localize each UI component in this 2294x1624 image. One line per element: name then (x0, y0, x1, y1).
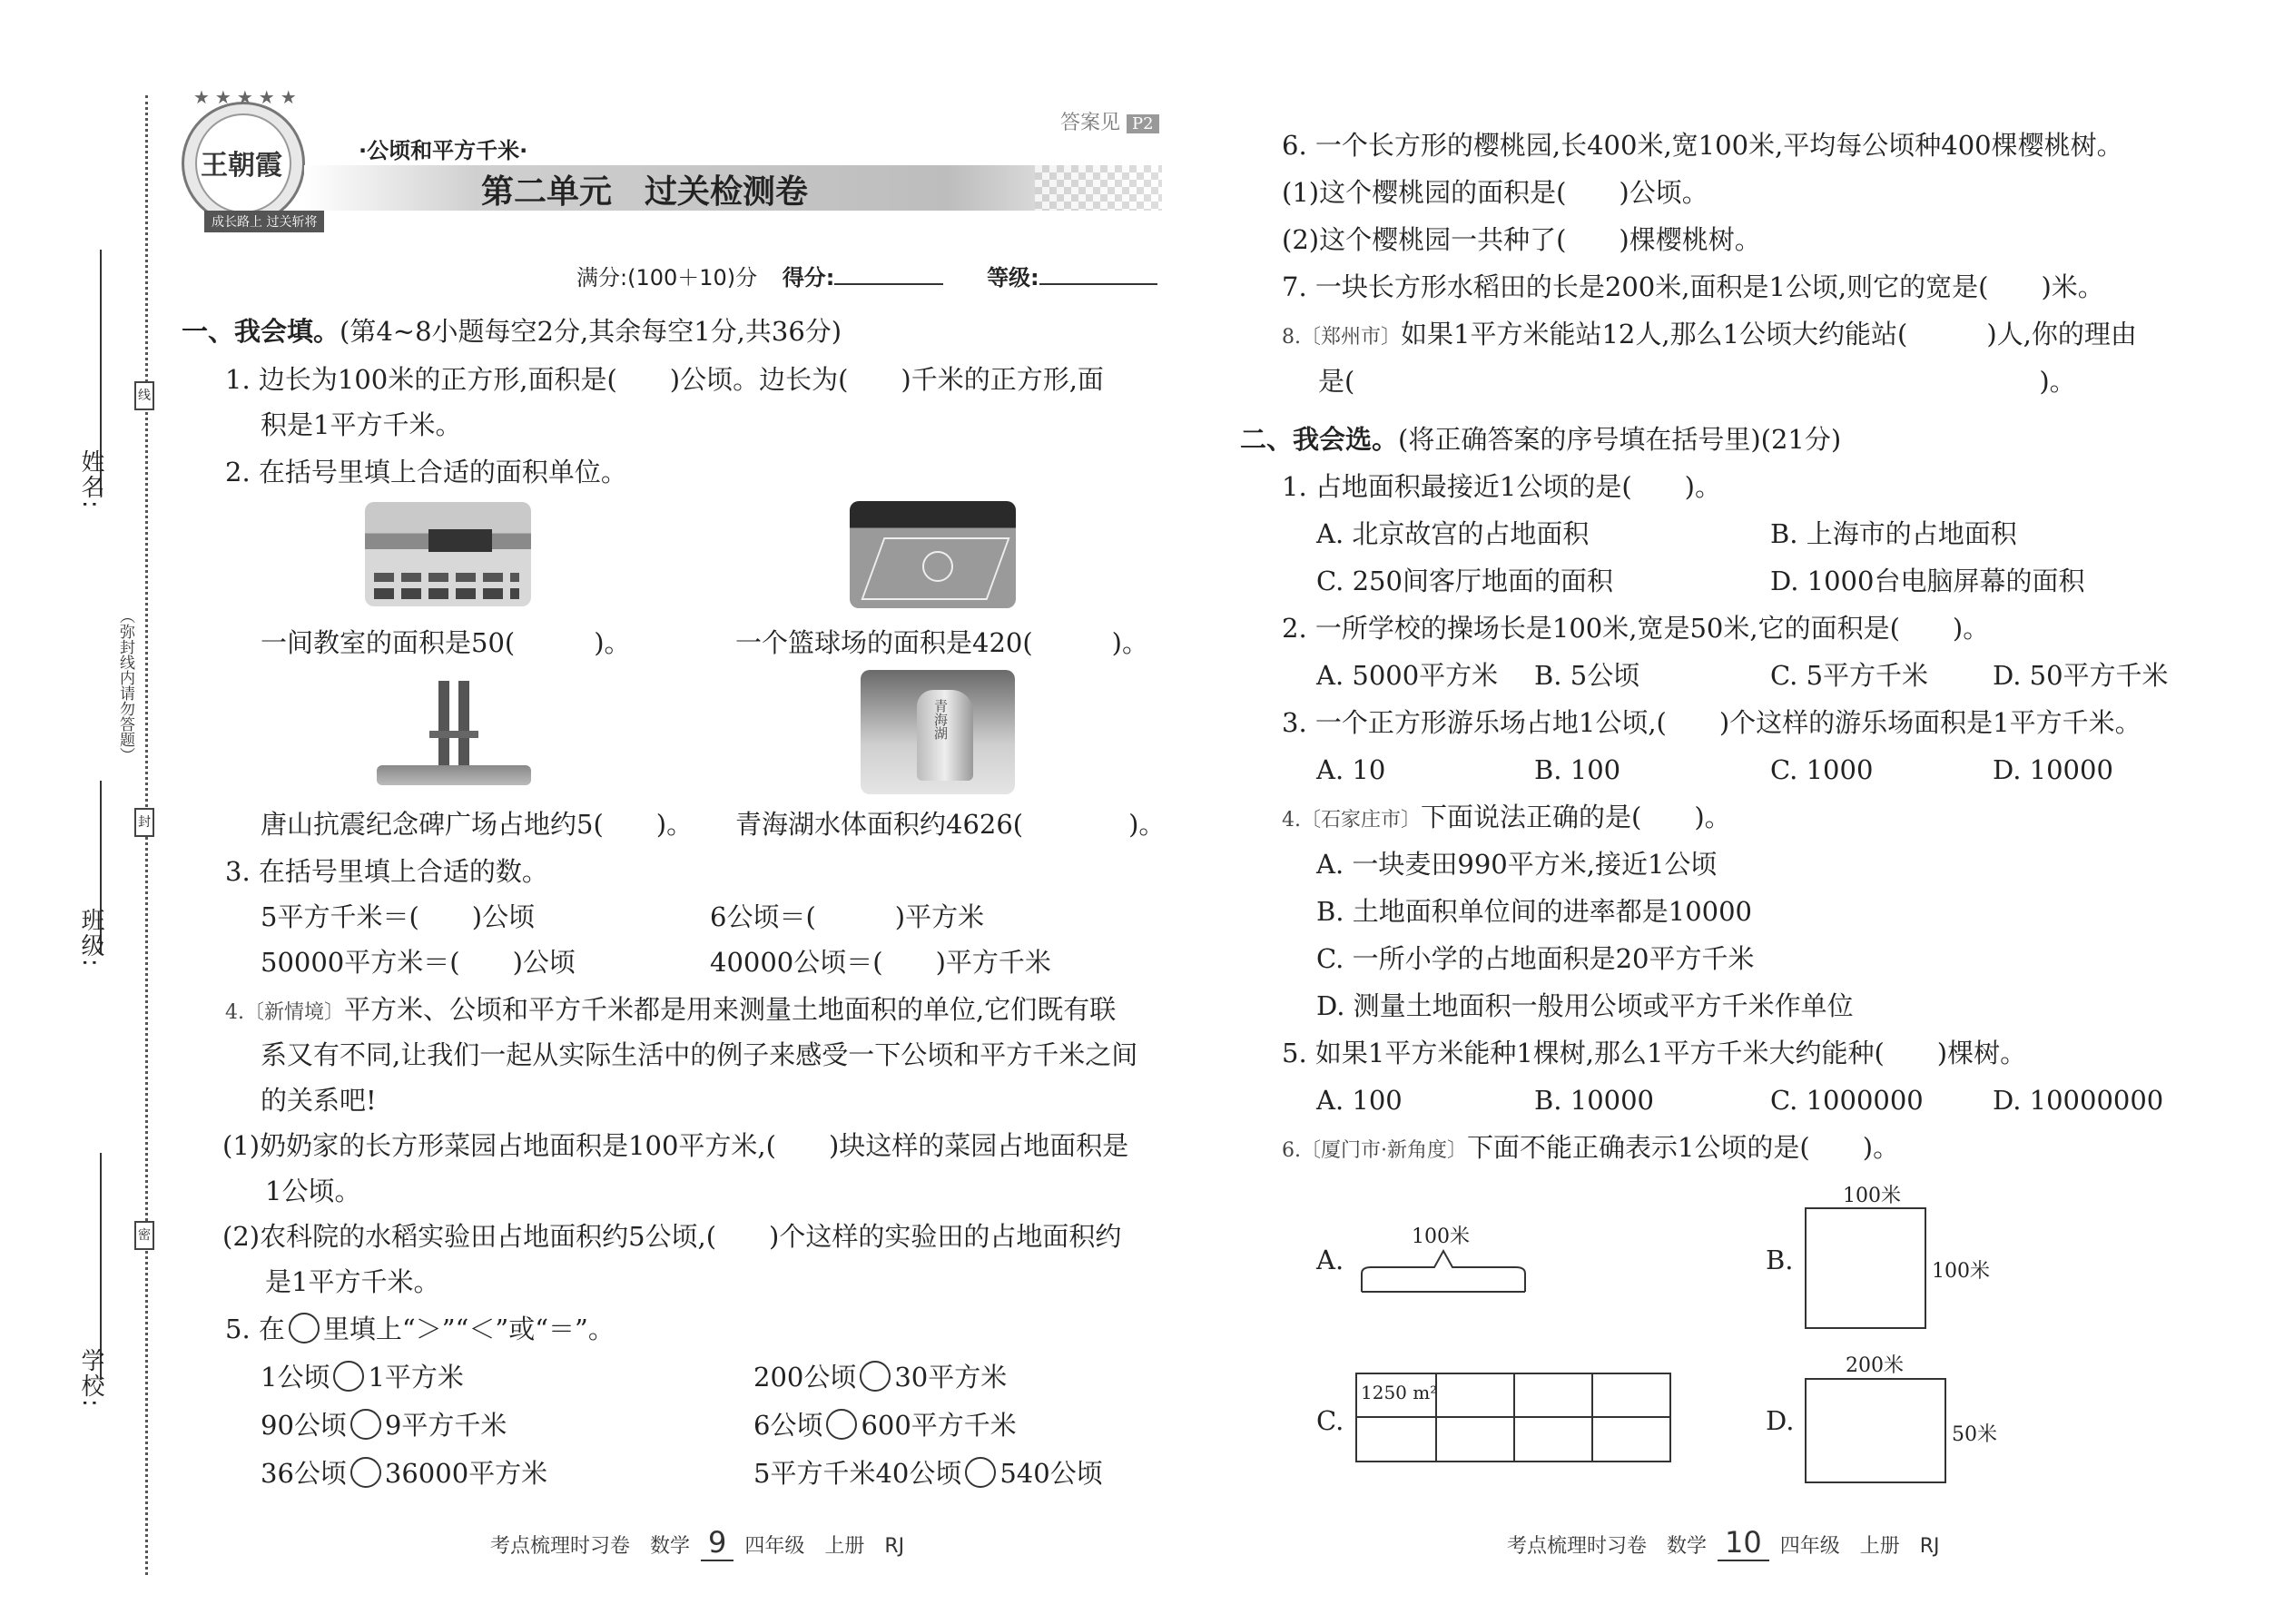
q5-b-left: 200公顷 (753, 1362, 857, 1393)
q2-d: 青海湖水体面积约4626( )。 (735, 809, 1166, 840)
c2-option-c[interactable]: C. 5平方千米 (1770, 660, 1929, 691)
logo-text: 王朝霞 (201, 150, 282, 182)
classroom-photo (365, 502, 531, 606)
fig-a-label[interactable]: A. (1316, 1245, 1344, 1275)
section-2-heading (1240, 421, 1841, 458)
compare-circle[interactable] (826, 1409, 857, 1440)
c1-text: 1. 占地面积最接近1公顷的是( )。 (1282, 471, 1721, 502)
q3-text: 3. 在括号里填上合适的数。 (225, 856, 548, 887)
q3-d: 40000公顷＝( )平方千米 (710, 947, 1051, 978)
q5-d-left: 6公顷 (753, 1410, 823, 1441)
c4-tag: 4.〔石家庄市〕 (1282, 809, 1421, 832)
fig-c-label[interactable]: C. (1316, 1405, 1344, 1436)
school-underline (100, 1153, 102, 1380)
footer-left (490, 1525, 904, 1561)
c1-option-b[interactable]: B. 上海市的占地面积 (1770, 518, 2017, 549)
c3-option-b[interactable]: B. 100 (1534, 754, 1621, 785)
unit-subtitle: ·公顷和平方千米· (359, 138, 528, 163)
q3-c: 50000平方米＝( )公顷 (261, 947, 576, 978)
answer-ref-label: 答案见 (1060, 112, 1121, 134)
school-label: 学校: (77, 1348, 104, 1409)
c3-option-d[interactable]: D. 10000 (1993, 754, 2113, 785)
grade-label: 等级: (987, 265, 1039, 290)
c4-option-d[interactable]: D. 测量土地面积一般用公顷或平方千米作单位 (1316, 990, 1854, 1021)
score-field[interactable] (834, 283, 943, 285)
section-1-note: (第4~8小题每空2分,其余每空1分,共36分) (340, 316, 842, 347)
q6-2: (2)这个樱桃园一共种了( )棵樱桃树。 (1282, 224, 1761, 255)
lake-stone-text: 青海湖 (932, 699, 949, 740)
c4-option-b[interactable]: B. 土地面积单位间的进率都是10000 (1316, 896, 1753, 927)
seal-mark-feng: 封 (134, 808, 154, 837)
monument-photo (377, 676, 531, 790)
name-label: 姓名: (77, 449, 104, 510)
q5-f-left: 5平方千米40公顷 (753, 1458, 962, 1489)
footer-left-grade: 四年级 上册 RJ (744, 1535, 905, 1558)
fig-a-dimension: 100米 (1412, 1225, 1470, 1248)
q5-item-e (261, 1455, 547, 1491)
q4-line3: 的关系吧! (261, 1085, 377, 1116)
c5-option-d[interactable]: D. 10000000 (1993, 1085, 2164, 1116)
c6-tag: 6.〔厦门市·新角度〕 (1282, 1139, 1467, 1162)
c4-option-c[interactable]: C. 一所小学的占地面积是20平方千米 (1316, 943, 1755, 974)
c5-option-b[interactable]: B. 10000 (1534, 1085, 1655, 1116)
c5-option-a[interactable]: A. 100 (1316, 1085, 1403, 1116)
q5-c-left: 90公顷 (261, 1410, 347, 1441)
c4-question: 下面说法正确的是( )。 (1421, 802, 1731, 832)
compare-circle[interactable] (333, 1361, 364, 1392)
c1-option-c[interactable]: C. 250间客厅地面的面积 (1316, 566, 1613, 596)
footer-left-series: 考点梳理时习卷 数学 (490, 1535, 691, 1558)
section-1-title: 一、我会填。 (182, 316, 340, 347)
q4-1-line1: (1)奶奶家的长方形菜园占地面积是100平方米,( )块这样的菜园占地面积是 (222, 1130, 1129, 1161)
logo-stars-icon: ★★★★★ (193, 86, 302, 108)
footer-right (1507, 1525, 1940, 1561)
q5-e-right: 36000平方米 (384, 1458, 548, 1489)
fig-b-top-dim: 100米 (1843, 1185, 1901, 1207)
c4-option-a[interactable]: A. 一块麦田990平方米,接近1公顷 (1316, 849, 1718, 880)
q5-b-right: 30平方米 (894, 1362, 1008, 1393)
c2-option-b[interactable]: B. 5公顷 (1534, 660, 1640, 691)
fig-d-label[interactable]: D. (1766, 1405, 1795, 1436)
q4-2-line1: (2)农科院的水稻实验田占地面积约5公顷,( )个这样的实验田的占地面积约 (222, 1221, 1122, 1252)
score-label: 得分: (782, 265, 835, 290)
q8-line1-text: 如果1平方米能站12人,那么1公顷大约能站( )人,你的理由 (1401, 319, 2137, 349)
q4-2-line2: 是1平方千米。 (265, 1266, 440, 1297)
fig-d-rectangle (1805, 1378, 1946, 1483)
q3-a: 5平方千米＝( )公顷 (261, 901, 536, 932)
c3-option-a[interactable]: A. 10 (1316, 754, 1386, 785)
q1-line1: 1. 边长为100米的正方形,面积是( )公顷。边长为( )千米的正方形,面 (225, 364, 1104, 395)
q5-a-right: 1平方米 (368, 1362, 464, 1393)
q5-item-d (753, 1407, 1017, 1443)
q5-f-right: 540公顷 (999, 1458, 1103, 1489)
fig-c-grid (1355, 1373, 1671, 1462)
score-line (576, 260, 1157, 291)
c5-text: 5. 如果1平方米能种1棵树,那么1平方千米大约能种( )棵树。 (1282, 1038, 2027, 1068)
c6-question: 下面不能正确表示1公顷的是( )。 (1466, 1132, 1900, 1163)
q5-c-right: 9平方千米 (384, 1410, 507, 1441)
q4-line1 (225, 991, 1116, 1031)
compare-circle[interactable] (350, 1457, 381, 1488)
class-label: 班级: (77, 908, 104, 969)
q2-text: 2. 在括号里填上合适的面积单位。 (225, 457, 627, 487)
qinghai-lake-photo (861, 670, 1015, 794)
compare-circle[interactable] (350, 1409, 381, 1440)
answer-ref (1060, 107, 1159, 135)
q1-line2: 积是1平方千米。 (261, 409, 462, 440)
q8-tag: 8.〔郑州市〕 (1282, 326, 1401, 349)
grade-field[interactable] (1039, 283, 1157, 285)
footer-right-series: 考点梳理时习卷 数学 (1507, 1535, 1708, 1558)
seal-mark-mi: 密 (134, 1221, 154, 1250)
q5-pre: 5. 在 (225, 1314, 285, 1344)
q5-text (225, 1311, 615, 1347)
basketball-court-photo (850, 501, 1016, 608)
c3-option-c[interactable]: C. 1000 (1770, 754, 1874, 785)
section-2-note: (将正确答案的序号填在括号里)(21分) (1398, 424, 1842, 455)
q2-a: 一间教室的面积是50( )。 (261, 627, 631, 658)
c3-text: 3. 一个正方形游乐场占地1公顷,( )个这样的游乐场面积是1平方千米。 (1282, 707, 2141, 738)
c5-option-c[interactable]: C. 1000000 (1770, 1085, 1924, 1116)
fig-b-side-dim: 100米 (1932, 1260, 1990, 1283)
q5-a-left: 1公顷 (261, 1362, 330, 1393)
c1-option-a[interactable]: A. 北京故宫的占地面积 (1316, 518, 1590, 549)
q5-post: 里填上“＞”“＜”或“＝”。 (322, 1314, 615, 1344)
q4-1-line2: 1公顷。 (265, 1176, 361, 1206)
fig-c-cell-label: 1250 m² (1361, 1382, 1438, 1403)
logo-badge (182, 86, 305, 225)
section-1-heading (182, 313, 842, 349)
q2-b: 一个篮球场的面积是420( )。 (735, 627, 1148, 658)
c2-option-a[interactable]: A. 5000平方米 (1316, 660, 1499, 691)
seal-mark-xian: 线 (134, 381, 154, 410)
q5-item-c (261, 1407, 507, 1443)
fig-d-top-dim: 200米 (1846, 1354, 1904, 1377)
fig-b-label[interactable]: B. (1766, 1245, 1794, 1275)
c6-text (1282, 1129, 1899, 1169)
banner-pattern (1035, 165, 1162, 211)
section-2-title: 二、我会选。 (1240, 424, 1399, 455)
fig-b-square (1805, 1207, 1926, 1329)
q5-item-a (261, 1359, 464, 1395)
c1-option-d[interactable]: D. 1000台电脑屏幕的面积 (1770, 566, 2085, 596)
q5-d-right: 600平方千米 (861, 1410, 1017, 1441)
fig-d-side-dim: 50米 (1952, 1423, 1997, 1446)
q2-c: 唐山抗震纪念碑广场占地约5( )。 (261, 809, 694, 840)
q8-line2: 是( )。 (1318, 366, 2076, 397)
footer-right-grade: 四年级 上册 RJ (1779, 1535, 1940, 1558)
fig-a-segment (1357, 1242, 1530, 1296)
answer-ref-page: P2 (1127, 114, 1159, 133)
q7-text: 7. 一块长方形水稻田的长是200米,面积是1公顷,则它的宽是( )米。 (1282, 271, 2104, 302)
circle-icon (289, 1313, 320, 1343)
q5-item-b (753, 1359, 1007, 1395)
seal-note: （弥封线内请勿答题） (116, 608, 134, 799)
full-score: 满分:(100＋10)分 (576, 265, 758, 290)
q8-line1 (1282, 316, 2137, 356)
c2-text: 2. 一所学校的操场长是100米,宽是50米,它的面积是( )。 (1282, 613, 1990, 644)
c2-option-d[interactable]: D. 50平方千米 (1993, 660, 2169, 691)
q6-text: 6. 一个长方形的樱桃园,长400米,宽100米,平均每公顷种400棵樱桃树。 (1282, 130, 2123, 161)
q5-e-left: 36公顷 (261, 1458, 347, 1489)
page-title: 第二单元 过关检测卷 (481, 173, 809, 211)
page-number-right: 10 (1718, 1525, 1769, 1561)
logo-ribbon: 成长路上 过关斩将 (204, 211, 324, 232)
q3-b: 6公顷＝( )平方米 (710, 901, 985, 932)
compare-circle[interactable] (860, 1361, 891, 1392)
q4-line1-text: 平方米、公顷和平方千米都是用来测量土地面积的单位,它们既有联 (344, 994, 1117, 1025)
compare-circle[interactable] (965, 1457, 996, 1488)
page-number-left: 9 (701, 1525, 733, 1561)
q5-item-f (753, 1455, 1103, 1491)
c4-text (1282, 799, 1731, 839)
q4-line2: 系又有不同,让我们一起从实际生活中的例子来感受一下公顷和平方千米之间 (261, 1039, 1138, 1070)
q6-1: (1)这个樱桃园的面积是( )公顷。 (1282, 177, 1708, 208)
q4-tag: 4.〔新情境〕 (225, 1001, 344, 1024)
